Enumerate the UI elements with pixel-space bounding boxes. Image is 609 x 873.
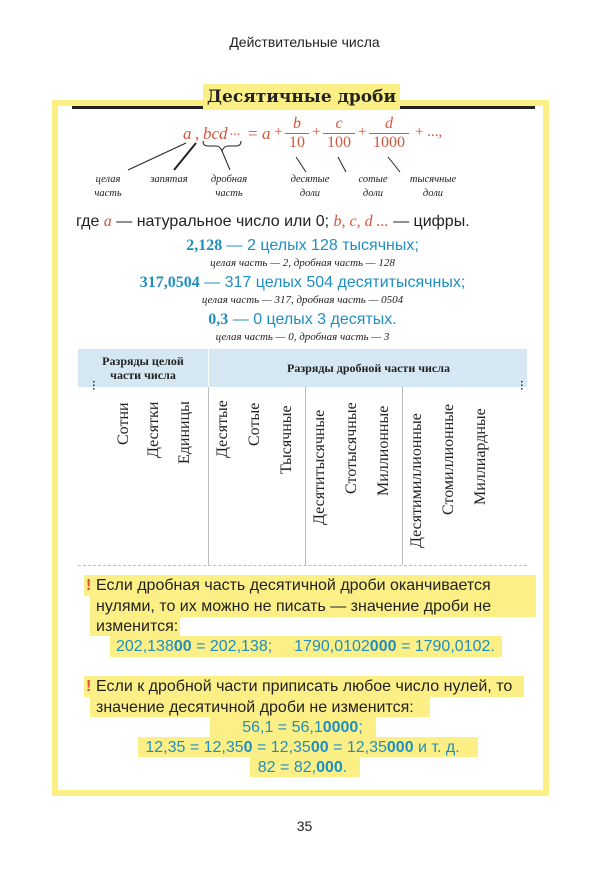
header-fraction-places: Разряды дробной части числа bbox=[287, 361, 450, 375]
note-2-equation-1 bbox=[60, 718, 545, 737]
formula-tail: + ..., bbox=[415, 124, 443, 140]
ellipsis-left: ... bbox=[89, 380, 104, 391]
note-2-mark: ! bbox=[86, 678, 92, 695]
note-2-eq3-part2: . bbox=[342, 759, 348, 776]
place-tens: Десятки bbox=[145, 401, 162, 458]
definition-text-2: — натуральное число или 0; bbox=[111, 213, 334, 230]
formula-plus-3: + bbox=[358, 124, 367, 140]
header-whole-places: Разряды целой части числа bbox=[102, 354, 184, 382]
example-3 bbox=[60, 311, 545, 329]
fraction-thousandths-numerator: d bbox=[369, 115, 409, 134]
formula-comma: , bbox=[195, 124, 200, 143]
definition-text-1: где bbox=[76, 213, 104, 230]
place-hundredths: Сотые bbox=[246, 402, 263, 446]
label-tenths: десятые доли bbox=[290, 174, 330, 199]
place-units: Единицы bbox=[176, 401, 193, 464]
formula-bcd: bcd bbox=[203, 124, 228, 143]
page-number: 35 bbox=[296, 818, 313, 834]
formula-equals: = bbox=[248, 124, 258, 143]
note-1-example bbox=[116, 637, 495, 656]
example-2 bbox=[60, 274, 545, 292]
note-1-example-a-part1: 202,138 bbox=[116, 638, 174, 655]
place-ten-millionths: Десятимиллионные bbox=[408, 413, 425, 548]
note-2-eq2-zeros-3: 000 bbox=[386, 739, 414, 756]
note-2-eq1-zeros: 0000 bbox=[322, 719, 359, 736]
definition-line bbox=[76, 213, 470, 231]
definition-vars: b, c, d ... bbox=[333, 213, 389, 230]
ellipsis-right: ... bbox=[517, 380, 532, 391]
fraction-tenths-numerator: b bbox=[285, 115, 309, 134]
example-1-reading: — 2 целых 128 тысячных; bbox=[222, 237, 419, 254]
example-2-reading: — 317 целых 504 десятитысячных; bbox=[199, 274, 466, 291]
note-2-eq2-zeros-2: 00 bbox=[310, 739, 329, 756]
table-bottom-rule bbox=[78, 565, 527, 566]
example-2-parts: целая часть — 317, дробная часть — 0504 bbox=[201, 294, 404, 306]
place-table-header-divider bbox=[208, 349, 209, 387]
definition-var-a: a bbox=[103, 213, 112, 230]
place-hundreds: Сотни bbox=[115, 402, 132, 445]
example-1-parts: целая часть — 2, дробная часть — 128 bbox=[210, 257, 395, 269]
note-2-eq2-zeros-1: 0 bbox=[243, 739, 253, 756]
formula-plus-1: + bbox=[274, 124, 283, 140]
note-2-line-1: Если к дробной части приписать любое число нулей, то bbox=[96, 678, 513, 695]
place-tenths: Десятые bbox=[214, 400, 231, 458]
note-2-eq2-part2: = 12,35 bbox=[252, 739, 311, 756]
example-3-parts: целая часть — 0, дробная часть — 3 bbox=[215, 331, 390, 343]
table-divider-group2 bbox=[402, 387, 403, 565]
note-1-example-b-part1: 1790,0102 bbox=[294, 638, 370, 655]
example-1-number: 2,128 bbox=[186, 237, 223, 254]
fraction-hundredths-denominator: 100 bbox=[327, 134, 351, 151]
note-2-eq3-part1: 82 = 82, bbox=[257, 759, 317, 776]
note-1-example-b-zeros: 000 bbox=[369, 638, 397, 655]
formula-plus-2: + bbox=[312, 124, 321, 140]
note-2-eq1-part3: ; bbox=[358, 719, 363, 736]
section-title: Десятичные дроби bbox=[206, 87, 397, 107]
note-1-example-a-zeros: 00 bbox=[173, 638, 192, 655]
place-thousandths: Тысячные bbox=[278, 405, 295, 474]
place-ten-thousandths: Десятитысячные bbox=[311, 409, 328, 525]
example-3-number: 0,3 bbox=[208, 311, 229, 328]
example-3-reading: — 0 целых 3 десятых. bbox=[228, 311, 397, 328]
label-whole-part: целая часть bbox=[94, 174, 122, 199]
table-divider-group1 bbox=[305, 387, 306, 565]
note-2-eq1-part1: 56,1 = 56,1 bbox=[242, 719, 323, 736]
definition-text-3: — цифры. bbox=[388, 213, 470, 230]
note-1-line-2: нулями, то их можно не писать — значение дроби не bbox=[96, 598, 492, 615]
note-2-eq2-part3: = 12,35 bbox=[328, 739, 387, 756]
table-divider-main bbox=[208, 387, 209, 565]
note-2-equation-3 bbox=[60, 758, 545, 777]
note-2-eq2-part4: и т. д. bbox=[413, 739, 460, 756]
place-billionths: Миллиардные bbox=[472, 408, 489, 505]
note-2-line-2: значение десятичной дроби не изменится: bbox=[96, 699, 414, 716]
example-2-number: 317,0504 bbox=[139, 274, 200, 291]
place-hundred-millionths: Стомиллионные bbox=[440, 403, 457, 515]
label-hundredths: сотые доли bbox=[358, 174, 388, 199]
note-2-eq3-zeros: 000 bbox=[316, 759, 343, 776]
note-1-example-b-part3: = 1790,0102. bbox=[396, 638, 495, 655]
formula-dots: ... bbox=[230, 124, 241, 139]
fraction-thousandths-denominator: 1000 bbox=[373, 134, 405, 151]
label-comma: запятая bbox=[150, 174, 188, 185]
place-hundred-thousandths: Стотысячные bbox=[343, 402, 360, 494]
note-2-eq2-part1: 12,35 = 12,35 bbox=[145, 739, 244, 756]
example-1 bbox=[60, 237, 545, 255]
note-1-line-1: Если дробная часть десятичной дроби оканчивается bbox=[96, 577, 491, 594]
note-1-mark: ! bbox=[86, 577, 92, 594]
place-millionths: Миллионные bbox=[375, 405, 392, 496]
formula-a: a bbox=[183, 124, 192, 143]
note-1-example-a-part3: = 202,138; bbox=[191, 638, 273, 655]
label-thousandths: тысячные доли bbox=[409, 174, 457, 199]
note-1-line-3: изменится: bbox=[96, 618, 179, 635]
fraction-hundredths-numerator: c bbox=[323, 115, 355, 134]
formula-a2: a bbox=[262, 124, 271, 143]
fraction-tenths-denominator: 10 bbox=[289, 134, 305, 151]
running-title: Действительные числа bbox=[229, 34, 380, 50]
note-2-equation-2 bbox=[60, 738, 545, 757]
label-fraction-part: дробная часть bbox=[210, 174, 248, 199]
